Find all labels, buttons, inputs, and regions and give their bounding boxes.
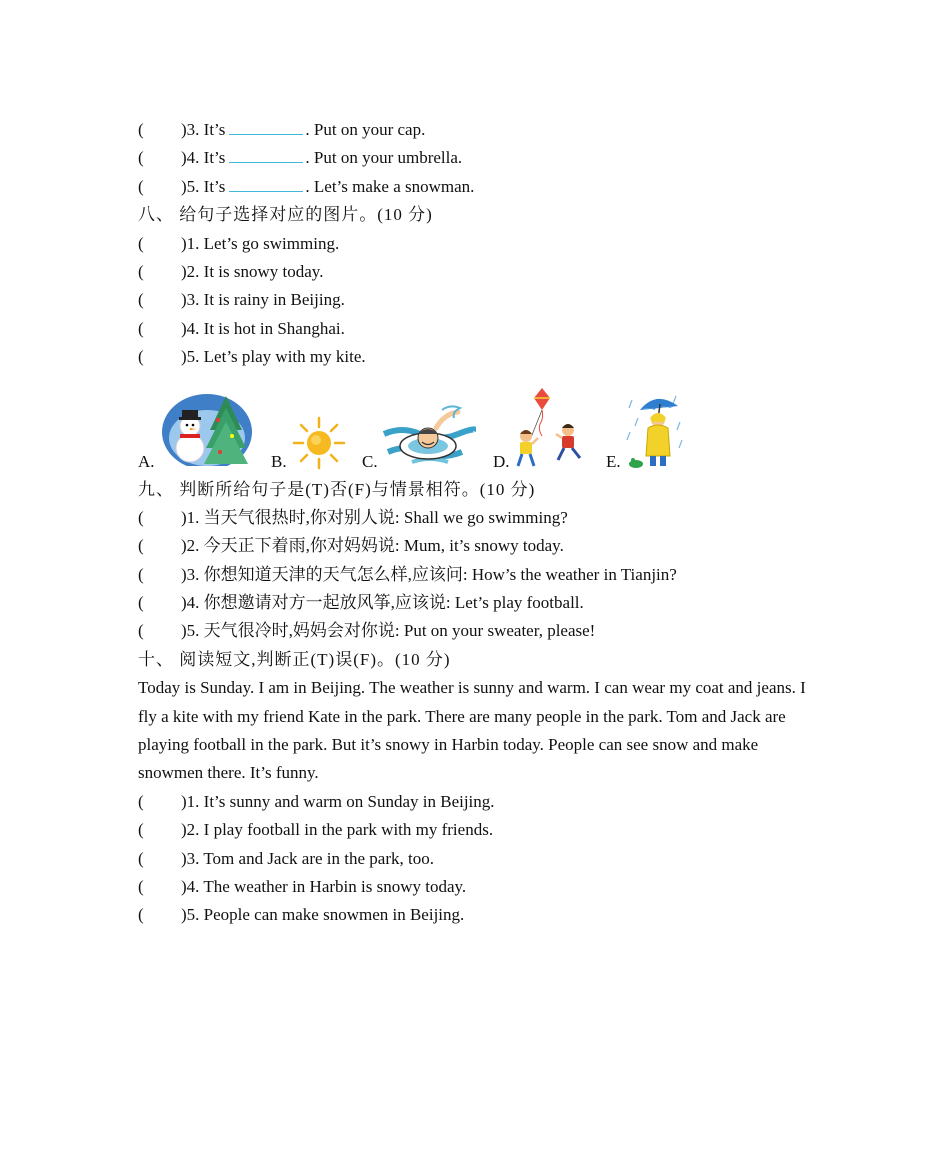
question-text: )2. It is snowy today.	[181, 261, 324, 281]
question-text: )3. It is rainy in Beijing.	[181, 290, 345, 310]
s7-question-5	[138, 173, 818, 201]
question-text: )4. It’s	[181, 148, 226, 168]
s10-question-1	[138, 788, 818, 816]
worksheet-page	[138, 116, 818, 930]
fill-blank[interactable]	[229, 174, 303, 192]
answer-paren[interactable]: (	[138, 233, 144, 253]
question-text: )2. I play football in the park with my friends.	[181, 820, 494, 840]
answer-paren[interactable]: (	[138, 820, 144, 840]
answer-paren[interactable]: (	[138, 621, 144, 641]
picture-label-b: B.	[271, 451, 287, 471]
s7-question-4	[138, 144, 818, 172]
kids-kite-icon	[514, 388, 586, 470]
s10-question-2	[138, 816, 818, 844]
question-text: )5. People can make snowmen in Beijing.	[181, 905, 465, 925]
question-text: )3. 你想知道天津的天气怎么样,应该问: How’s the weather in Tianjin?	[181, 564, 677, 584]
s9-question-5	[138, 617, 818, 645]
picture-label-e: E.	[606, 451, 621, 471]
answer-paren[interactable]: (	[138, 176, 144, 196]
question-text: )2. 今天正下着雨,你对妈妈说: Mum, it’s snowy today.	[181, 536, 564, 556]
s9-question-2	[138, 532, 818, 560]
question-text: )3. It’s	[181, 120, 226, 139]
section-8-heading: 八、 给句子选择对应的图片。(10 分)	[138, 205, 433, 225]
answer-paren[interactable]: (	[138, 290, 144, 310]
question-text: )5. 天气很冷时,妈妈会对你说: Put on your sweater, please!	[181, 621, 596, 641]
answer-paren[interactable]: (	[138, 877, 144, 897]
s8-question-1	[138, 230, 818, 258]
s8-question-3	[138, 286, 818, 314]
s8-question-2	[138, 258, 818, 286]
s7-question-3	[138, 116, 818, 144]
answer-paren[interactable]: (	[138, 318, 144, 338]
snowman-tree-icon	[160, 390, 254, 470]
s10-question-4	[138, 873, 818, 901]
question-text: )5. It’s	[181, 176, 226, 196]
section-10-heading: 十、 阅读短文,判断正(T)误(F)。(10 分)	[138, 649, 451, 669]
picture-label-d: D.	[493, 451, 510, 471]
answer-paren[interactable]: (	[138, 507, 144, 527]
s8-question-4	[138, 315, 818, 343]
question-text: )4. It is hot in Shanghai.	[181, 318, 345, 338]
s9-question-4	[138, 589, 818, 617]
question-text: )1. Let’s go swimming.	[181, 233, 340, 253]
fill-blank[interactable]	[229, 145, 303, 163]
question-text: . Let’s make a snowman.	[305, 176, 475, 196]
s10-question-5	[138, 901, 818, 929]
rain-umbrella-icon	[626, 392, 686, 470]
answer-paren[interactable]: (	[138, 536, 144, 556]
section-9-heading: 九、 判断所给句子是(T)否(F)与情景相符。(10 分)	[138, 479, 536, 499]
reading-passage: Today is Sunday. I am in Beijing. The weather is sunny and warm. I can wear my coat and jeans. I fly a kite with my friend Kate in the park. There are many people in the park. Tom and Jack are playing football in the park. But it’s snowy in Harbin today. People can see snow and make snowmen there. It’s funny.	[138, 678, 806, 783]
answer-paren[interactable]: (	[138, 564, 144, 584]
question-text: )1. It’s sunny and warm on Sunday in Beijing.	[181, 791, 495, 811]
answer-paren[interactable]: (	[138, 261, 144, 281]
picture-label-a: A.	[138, 451, 155, 471]
answer-paren[interactable]: (	[138, 848, 144, 868]
question-text: )4. 你想邀请对方一起放风筝,应该说: Let’s play football.	[181, 593, 584, 613]
question-text: . Put on your cap.	[305, 120, 426, 139]
answer-paren[interactable]: (	[138, 593, 144, 613]
sun-icon	[292, 416, 346, 470]
s9-question-3	[138, 561, 818, 589]
s10-question-3	[138, 845, 818, 873]
picture-options-row	[138, 376, 818, 472]
question-text: )3. Tom and Jack are in the park, too.	[181, 848, 434, 868]
s9-question-1	[138, 504, 818, 532]
question-text: )1. 当天气很热时,你对别人说: Shall we go swimming?	[181, 507, 568, 527]
s8-question-5	[138, 343, 818, 371]
question-text: . Put on your umbrella.	[305, 148, 463, 168]
answer-paren[interactable]: (	[138, 347, 144, 367]
answer-paren[interactable]: (	[138, 791, 144, 811]
answer-paren[interactable]: (	[138, 120, 144, 139]
answer-paren[interactable]: (	[138, 148, 144, 168]
fill-blank[interactable]	[229, 117, 303, 135]
question-text: )4. The weather in Harbin is snowy today.	[181, 877, 467, 897]
answer-paren[interactable]: (	[138, 905, 144, 925]
picture-label-c: C.	[362, 451, 378, 471]
swimmer-icon	[382, 404, 476, 470]
question-text: )5. Let’s play with my kite.	[181, 347, 366, 367]
